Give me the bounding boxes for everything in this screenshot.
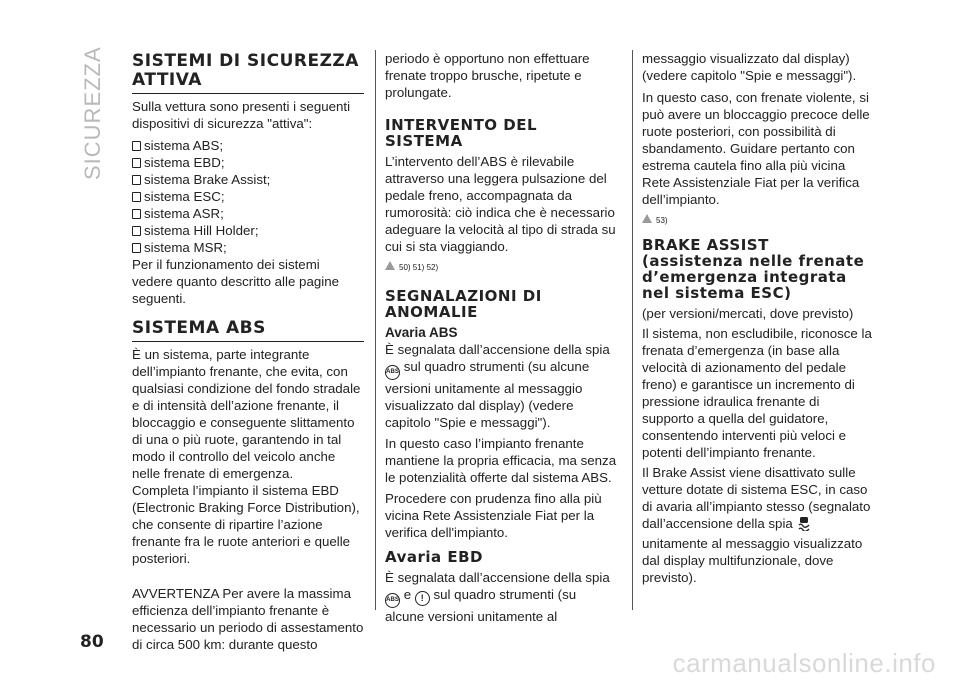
column-2: [385, 50, 617, 630]
warning-triangle-icon: [642, 214, 652, 223]
note-references: 53): [642, 212, 874, 229]
section-title-active-safety: SISTEMI DI SICUREZZA ATTIVA: [132, 52, 364, 94]
paragraph-caso: In questo caso l’impianto frenante mantiene la propria efficacia, ma senza le potenzialità offerte dal sistema ABS.: [385, 436, 617, 485]
paragraph-procedere: Procedere con prudenza fino alla più vicina Rete Assistenziale Fiat per la verifica dell'impianto.: [385, 491, 602, 540]
esc-warning-light-icon: [797, 516, 811, 535]
paragraph-warning: AVVERTENZA Per avere la massima efficienza dell’impianto frenante è necessario un periodo di assestamento di circa 500 km: durante questo: [132, 586, 364, 652]
section-title-abs: SISTEMA ABS: [132, 319, 364, 342]
page-number: 80: [80, 632, 104, 652]
paragraph-avaria-ebd: È segnalata dall’accensione della spia ABS e ! sul quadro strumenti (su alcune versioni unitamente al: [385, 570, 610, 624]
paragraph-continued: periodo è opportuno non effettuare frenate troppo brusche, ripetute e prolungate.: [385, 51, 590, 100]
list-item: sistema ABS;: [132, 137, 364, 154]
paragraph-avaria-abs: È segnalata dall’accensione della spia ABS sul quadro strumenti (su alcune versioni unitamente al messaggio visualizzato dal display) (vedere capitolo "Spie e messaggi").: [385, 342, 610, 430]
paragraph-sistema: Il sistema, non escludibile, riconosce la frenata d’emergenza (in base alla velocità di azionamento del pedale freno) e garantisce un incremento di pressione idraulica frenante di supporto a quella del guidatore, consentendo interventi più veloci e potenti dell’impianto frenante.: [642, 326, 872, 460]
abs-warning-light-icon: ABS: [385, 365, 400, 380]
paragraph-intro: Sulla vettura sono presenti i seguenti dispositivi di sicurezza "attiva":: [132, 99, 351, 131]
paragraph-abs-2: Completa l’impianto il sistema EBD (Electronic Braking Force Distribution), che consente di ripartire l’azione frenante fra le ruote anteriori e quelle posteriori.: [132, 483, 360, 566]
note-references: 50) 51) 52): [385, 259, 617, 276]
paragraph-continued: messaggio visualizzato dal display) (vedere capitolo "Spie e messaggi").: [642, 51, 857, 83]
paragraph-versioni: (per versioni/mercati, dove previsto): [642, 306, 854, 321]
list-item: sistema ASR;: [132, 205, 364, 222]
column-divider: [375, 50, 376, 610]
list-item: sistema MSR;: [132, 239, 364, 256]
watermark: carmanualsonline.info: [672, 648, 936, 678]
heading-anomalie: SEGNALAZIONI DI ANOMALIE: [385, 287, 542, 321]
heading-avaria-ebd: Avaria EBD: [385, 548, 483, 566]
list-item: sistema Brake Assist;: [132, 171, 364, 188]
list-item: sistema ESC;: [132, 188, 364, 205]
heading-intervento: INTERVENTO DEL SISTEMA: [385, 116, 538, 150]
brake-warning-light-icon: !: [415, 591, 430, 606]
systems-list: [132, 137, 364, 256]
paragraph-abs-1: È un sistema, parte integrante dell’impianto frenante, che evita, con qualsiasi condizione del fondo stradale e di intensità dell’azione frenante, il bloccaggio e conseguente slittamento di una o più ruote, garantendo in tal modo il controllo del veicolo anche nelle frenate di emergenza.: [132, 347, 361, 481]
warning-triangle-icon: [385, 261, 395, 270]
heading-brake-assist: BRAKE ASSIST (assistenza nelle frenate d’emergenza integrata nel sistema ESC): [642, 236, 865, 302]
list-item: sistema Hill Holder;: [132, 222, 364, 239]
abs-warning-light-icon: ABS: [385, 593, 400, 608]
list-item: sistema EBD;: [132, 154, 364, 171]
heading-avaria-abs: Avaria ABS: [385, 325, 458, 340]
column-3: [642, 50, 874, 591]
column-1: [132, 52, 364, 658]
paragraph-intervento: L’intervento dell’ABS è rilevabile attraverso una leggera pulsazione del pedale freno, accompagnata da rumorosità: ciò indica che è necessario adeguare la velocità al tipo di strada su cui si sta viaggiando.: [385, 154, 616, 254]
paragraph-outro: Per il funzionamento dei sistemi vedere quanto descritto alle pagine seguenti.: [132, 257, 339, 306]
paragraph-disattivazione: Il Brake Assist viene disattivato sulle vetture dotate di sistema ESC, in caso di avaria all’impianto stesso (segnalato dall’accensione della spia unitamente al messaggio visualizzato dal display multifunzionale, dove previsto).: [642, 465, 871, 585]
paragraph-caso: In questo caso, con frenate violente, si può avere un bloccaggio precoce delle ruote posteriori, con possibilità di sbandamento. Guidare pertanto con estrema cautela fino alla più vicina Rete Assistenziale Fiat per la verifica dell’impianto.: [642, 90, 870, 207]
column-divider: [632, 50, 633, 610]
section-side-label: SICUREZZA: [80, 46, 105, 180]
